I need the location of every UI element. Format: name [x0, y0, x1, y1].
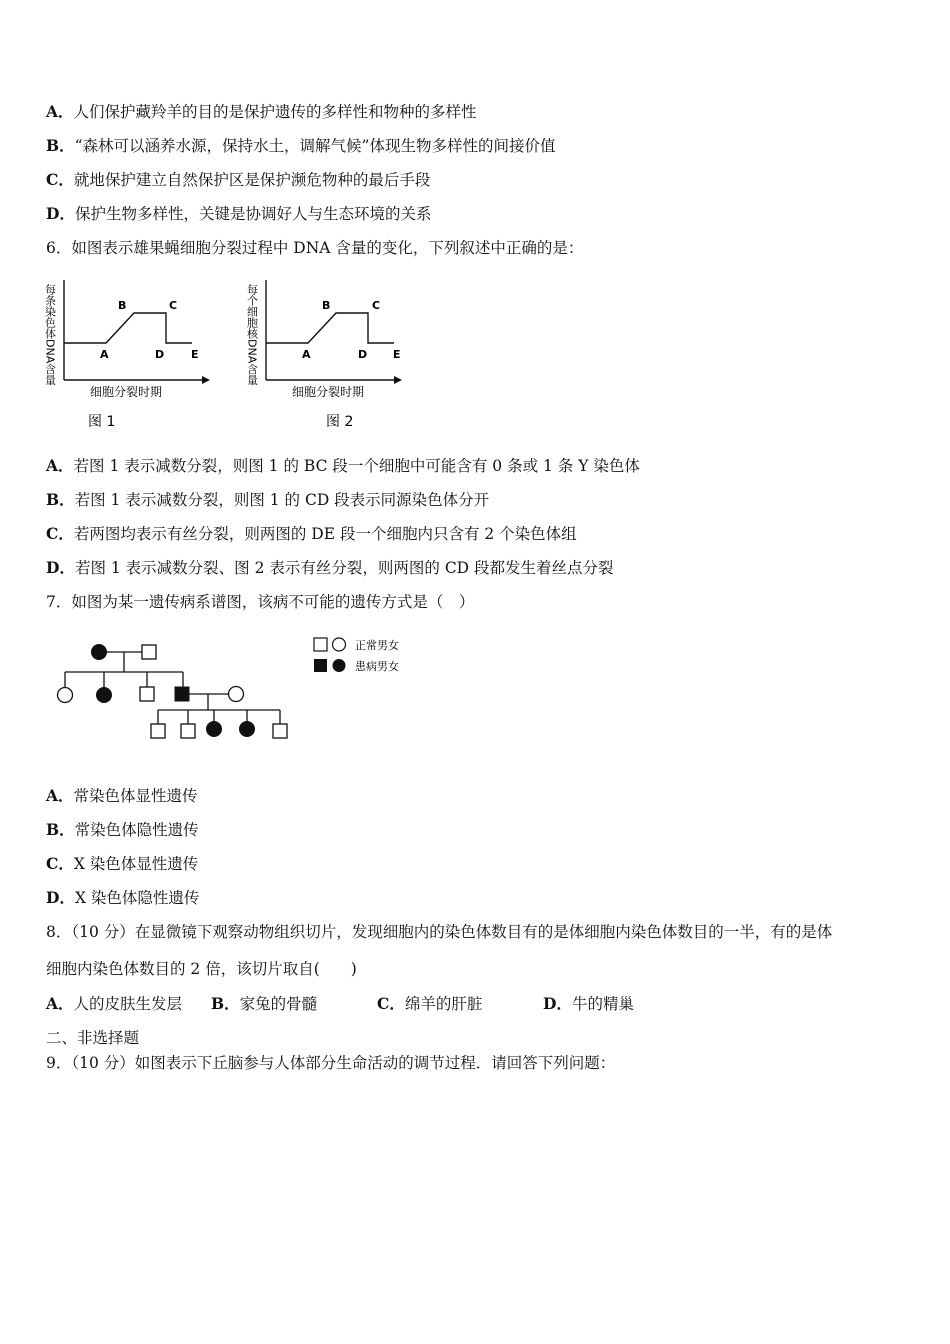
section-2-title: 二、非选择题 [46, 1029, 140, 1047]
q7-pedigree [48, 632, 418, 747]
fig2-caption: 图 2 [326, 414, 354, 430]
q5-option-b: B．“森林可以涵养水源，保持水土，调解气候”体现生物多样性的间接价值 [46, 136, 556, 155]
fig1-point-d: D [155, 348, 165, 361]
fig1-point-a: A [100, 348, 109, 361]
fig1-xlabel: 细胞分裂时期 [90, 385, 163, 399]
pedigree-iii-affected-female-2 [240, 722, 255, 737]
q7-option-d: D．X 染色体隐性遗传 [46, 888, 200, 907]
legend-normal-male-icon [314, 638, 327, 651]
q5-option-a: A．人们保护藏羚羊的目的是保护遗传的多样性和物种的多样性 [46, 102, 477, 121]
q8-options [46, 994, 634, 1014]
q6-option-d: D．若图 1 表示减数分裂、图 2 表示有丝分裂，则两图的 CD 段都发生着丝点分裂 [46, 558, 614, 577]
pedigree-lines [65, 652, 280, 724]
fig2-point-d: D [358, 348, 368, 361]
fig1-point-e: E [191, 348, 199, 361]
legend-affected-male-icon [314, 659, 327, 672]
q5-option-c: C．就地保护建立自然保护区是保护濒危物种的最后手段 [46, 170, 431, 189]
fig1-ylabel: 每条染色体DNA含量 [44, 284, 57, 386]
q6-option-c: C．若两图均表示有丝分裂，则两图的 DE 段一个细胞内只含有 2 个染色体组 [46, 524, 577, 543]
pedigree-ii-normal-male [140, 687, 154, 701]
q8-option-c: C．绵羊的肝脏 [377, 994, 483, 1013]
fig2-point-a: A [302, 348, 311, 361]
pedigree-i-affected-female [92, 645, 107, 660]
fig2-arrow [394, 376, 402, 384]
pedigree-iii-normal-male-2 [181, 724, 195, 738]
q5-option-d: D．保护生物多样性，关键是协调好人与生态环境的关系 [46, 204, 432, 223]
pedigree-iii-normal-male-3 [273, 724, 287, 738]
pedigree-ii-spouse-female [229, 687, 244, 702]
legend-affected-female-icon [333, 659, 346, 672]
fig1-caption: 图 1 [88, 414, 116, 430]
q8-stem-line-2: 细胞内染色体数目的 2 倍，该切片取自( ) [46, 960, 357, 978]
legend-normal-label: 正常男女 [355, 639, 399, 652]
fig2-point-c: C [372, 299, 381, 312]
q6-figure-1 [44, 276, 214, 436]
pedigree-ii-affected-female [97, 688, 112, 703]
fig1-point-c: C [169, 299, 178, 312]
q8-stem-line-1: 8．（10 分）在显微镜下观察动物组织切片，发现细胞内的染色体数目有的是体细胞内染色体数目的一半，有的是体 [46, 923, 833, 941]
q8-option-a: A．人的皮肤生发层 [46, 994, 183, 1013]
pedigree-iii-affected-female-1 [207, 722, 222, 737]
q6-option-b: B．若图 1 表示减数分裂，则图 1 的 CD 段表示同源染色体分开 [46, 490, 490, 509]
fig2-point-b: B [322, 299, 331, 312]
legend-normal-female-icon [333, 638, 346, 651]
q8-option-d: D．牛的精巢 [543, 994, 634, 1013]
pedigree-i-normal-male [142, 645, 156, 659]
fig2-ylabel: 每个细胞核DNA含量 [246, 284, 259, 386]
q6-option-a: A．若图 1 表示减数分裂，则图 1 的 BC 段一个细胞中可能含有 0 条或 1 条 Y 染色体 [46, 456, 640, 475]
q7-option-b: B．常染色体隐性遗传 [46, 820, 199, 839]
q7-stem: 7．如图为某一遗传病系谱图，该病不可能的遗传方式是（ ） [46, 593, 475, 611]
pedigree-iii-normal-male-1 [151, 724, 165, 738]
fig2-curve [266, 313, 394, 343]
fig1-point-b: B [118, 299, 127, 312]
pedigree-ii-normal-female [58, 688, 73, 703]
q6-stem: 6．如图表示雄果蝇细胞分裂过程中 DNA 含量的变化，下列叙述中正确的是： [46, 239, 584, 257]
pedigree-ii-affected-male [175, 687, 189, 701]
q9-stem: 9．（10 分）如图表示下丘脑参与人体部分生命活动的调节过程．请回答下列问题： [46, 1054, 616, 1072]
q8-option-b: B．家兔的骨髓 [211, 994, 318, 1013]
q7-option-a: A．常染色体显性遗传 [46, 786, 198, 805]
fig1-arrow [202, 376, 210, 384]
fig2-point-e: E [393, 348, 401, 361]
fig1-curve [64, 313, 192, 343]
fig2-xlabel: 细胞分裂时期 [292, 385, 365, 399]
q6-figure-2 [246, 276, 416, 436]
q7-option-c: C．X 染色体显性遗传 [46, 854, 199, 873]
legend-affected-label: 患病男女 [355, 660, 399, 673]
